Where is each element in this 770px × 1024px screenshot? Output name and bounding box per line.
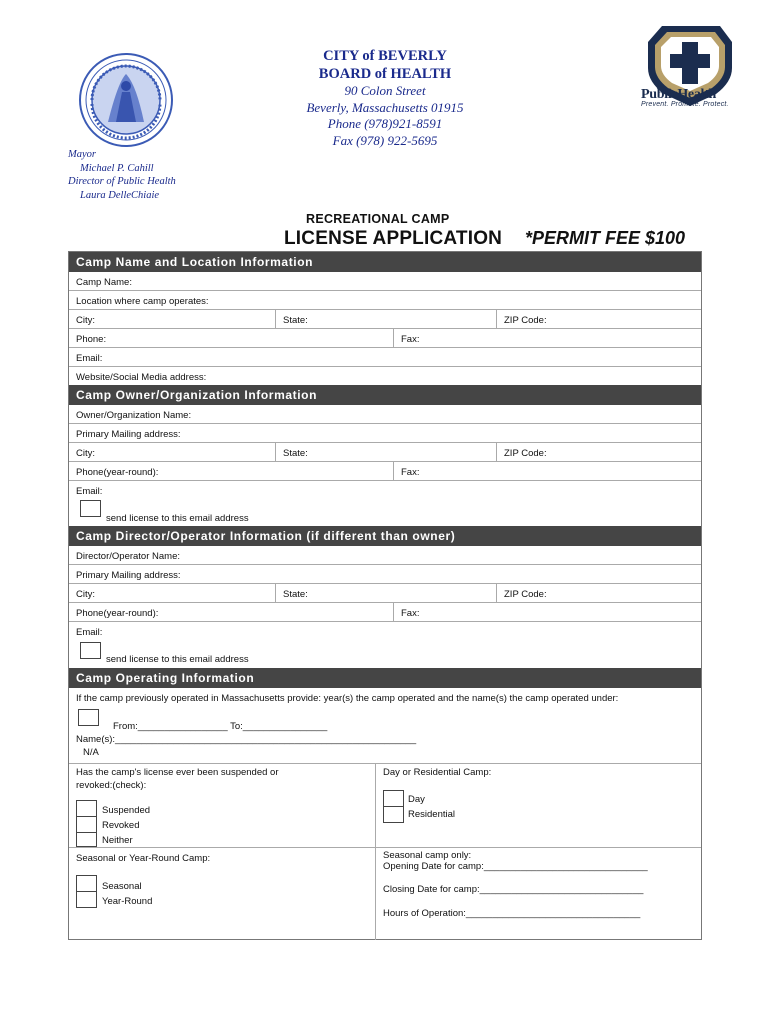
director-fax-field[interactable] — [393, 603, 701, 621]
suspension-question: Has the camp's license ever been suspended or — [76, 767, 279, 778]
director-phone-field[interactable] — [69, 603, 393, 621]
camp-phone-fax-row — [69, 329, 701, 348]
send-license-label: send license to this email address — [106, 654, 249, 665]
residential-checkbox[interactable] — [383, 806, 404, 823]
phone-label: Phone: — [76, 334, 107, 345]
director-title: Director of Public Health — [68, 176, 176, 187]
suspended-checkbox[interactable] — [76, 800, 97, 817]
director-mailing-field[interactable] — [69, 565, 701, 584]
seasonal-label: Seasonal — [102, 881, 142, 892]
street-address: 90 Colon Street — [344, 83, 426, 98]
section-director-heading: Camp Director/Operator Information (if different than owner) — [69, 526, 701, 546]
owner-city-field[interactable] — [69, 443, 275, 461]
section-camp-name-location-heading: Camp Name and Location Information — [69, 252, 701, 272]
not-applicable-label: N/A — [83, 747, 99, 758]
neither-label: Neither — [102, 835, 133, 846]
owner-email-field[interactable] — [69, 481, 701, 526]
director-name-label: Director/Operator Name: — [76, 551, 181, 562]
zip-label: ZIP Code: — [504, 448, 547, 459]
hours-of-operation-field[interactable]: Hours of Operation:_________________________________ — [383, 908, 641, 919]
opening-date-field[interactable]: Opening Date for camp:_______________________________ — [383, 861, 648, 872]
fax-number: Fax (978) 922-5695 — [332, 132, 438, 148]
director-city-field[interactable] — [69, 584, 275, 602]
camp-email-field[interactable] — [69, 348, 701, 367]
revoked-checkbox[interactable] — [76, 816, 97, 833]
seasonal-checkbox[interactable] — [76, 875, 97, 892]
suspension-question-cont: revoked:(check): — [76, 780, 147, 791]
residential-label: Residential — [408, 809, 455, 820]
owner-state-field[interactable] — [275, 443, 496, 461]
phone-label: Phone(year-round): — [76, 467, 159, 478]
owner-phone-field[interactable] — [69, 462, 393, 480]
day-checkbox[interactable] — [383, 790, 404, 807]
officials-block — [68, 148, 176, 202]
seasonal-only-label: Seasonal camp only: — [383, 850, 472, 861]
phone-label: Phone(year-round): — [76, 608, 159, 619]
owner-name-label: Owner/Organization Name: — [76, 410, 192, 421]
seasonal-row — [69, 848, 701, 940]
camp-state-field[interactable] — [275, 310, 496, 328]
owner-zip-field[interactable] — [496, 443, 701, 461]
send-license-label: send license to this email address — [106, 513, 249, 524]
public-health-logo-text: PublicHealth — [641, 87, 716, 102]
neither-checkbox[interactable] — [76, 832, 97, 847]
section-operating-heading: Camp Operating Information — [69, 668, 701, 688]
section-owner-heading: Camp Owner/Organization Information — [69, 385, 701, 405]
previous-operation-checkbox[interactable] — [78, 709, 99, 726]
director-mailing-label: Primary Mailing address: — [76, 570, 181, 581]
form-title: LICENSE APPLICATION — [284, 228, 503, 249]
director-email-field[interactable] — [69, 622, 701, 668]
mayor-name: Michael P. Cahill — [80, 162, 154, 174]
owner-name-field[interactable] — [69, 405, 701, 424]
owner-send-license-checkbox[interactable] — [80, 500, 101, 517]
director-city-state-zip-row — [69, 584, 701, 603]
seasonal-dates-cell — [375, 848, 701, 940]
suspension-daytype-row — [69, 764, 701, 848]
owner-city-state-zip-row — [69, 443, 701, 462]
suspension-cell — [69, 764, 375, 847]
state-label: State: — [283, 315, 308, 326]
camp-website-field[interactable] — [69, 367, 701, 385]
director-zip-field[interactable] — [496, 584, 701, 602]
permit-fee: *PERMIT FEE $100 — [525, 228, 686, 248]
day-residential-question: Day or Residential Camp: — [383, 767, 492, 778]
owner-mailing-field[interactable] — [69, 424, 701, 443]
city-label: City: — [76, 589, 95, 600]
board-name: BOARD of HEALTH — [318, 66, 452, 82]
director-name: Laura DelleChiaie — [80, 189, 160, 201]
zip-label: ZIP Code: — [504, 315, 547, 326]
camp-fax-field[interactable] — [393, 329, 701, 347]
board-header — [270, 47, 500, 149]
city-label: City: — [76, 448, 95, 459]
camp-zip-field[interactable] — [496, 310, 701, 328]
email-label: Email: — [76, 627, 103, 638]
director-name-field[interactable] — [69, 546, 701, 565]
owner-fax-field[interactable] — [393, 462, 701, 480]
day-label: Day — [408, 794, 425, 805]
director-send-license-checkbox[interactable] — [80, 642, 101, 659]
email-label: Email: — [76, 486, 103, 497]
year-round-label: Year-Round — [102, 896, 153, 907]
closing-date-field[interactable]: Closing Date for camp:_______________________________ — [383, 884, 644, 895]
camp-phone-field[interactable] — [69, 329, 393, 347]
state-label: State: — [283, 589, 308, 600]
owner-mailing-label: Primary Mailing address: — [76, 429, 181, 440]
previous-operation-question: If the camp previously operated in Massachusetts provide: year(s) the camp operated and the name(s) the camp operated under: — [76, 693, 619, 704]
director-state-field[interactable] — [275, 584, 496, 602]
website-label: Website/Social Media address: — [76, 372, 207, 383]
city-name: CITY of BEVERLY — [323, 48, 447, 64]
from-to-field[interactable]: From:_________________ To:________________ — [113, 721, 328, 732]
year-round-checkbox[interactable] — [76, 891, 97, 908]
city-label: City: — [76, 315, 95, 326]
city-state-zip: Beverly, Massachusetts 01915 — [306, 99, 464, 115]
application-form — [68, 251, 702, 940]
previous-operation-block — [69, 688, 701, 764]
seasonal-question: Seasonal or Year-Round Camp: — [76, 853, 211, 864]
fax-label: Fax: — [401, 608, 420, 619]
camp-name-label: Camp Name: — [76, 277, 132, 288]
suspended-label: Suspended — [102, 805, 151, 816]
fax-label: Fax: — [401, 467, 420, 478]
mayor-title: Mayor — [68, 149, 96, 160]
camp-city-state-zip-row — [69, 310, 701, 329]
seasonal-cell — [69, 848, 375, 940]
previous-names-field[interactable]: Name(s):_________________________________________________________ — [76, 734, 417, 745]
camp-location-label: Location where camp operates: — [76, 296, 209, 307]
email-label: Email: — [76, 353, 103, 364]
camp-city-field[interactable] — [69, 310, 275, 328]
day-residential-cell — [375, 764, 701, 847]
phone-number: Phone (978)921-8591 — [327, 116, 443, 131]
owner-phone-fax-row — [69, 462, 701, 481]
city-seal-image — [78, 52, 174, 148]
fax-label: Fax: — [401, 334, 420, 345]
state-label: State: — [283, 448, 308, 459]
director-phone-fax-row — [69, 603, 701, 622]
camp-name-field[interactable] — [69, 272, 701, 291]
revoked-label: Revoked — [102, 820, 140, 831]
zip-label: ZIP Code: — [504, 589, 547, 600]
form-subtitle: RECREATIONAL CAMP — [306, 212, 450, 226]
public-health-tagline: Prevent. Promote. Protect. — [641, 101, 729, 108]
camp-location-field[interactable] — [69, 291, 701, 310]
